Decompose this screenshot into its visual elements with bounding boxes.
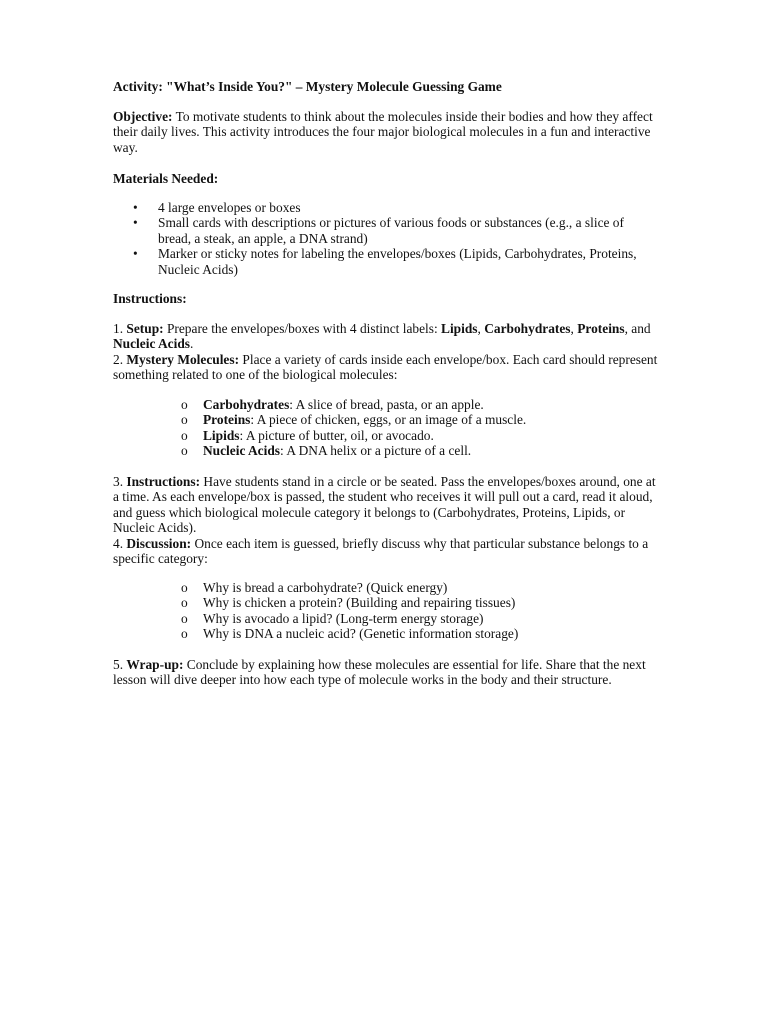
circle-bullet-icon: o: [181, 626, 188, 642]
list-item: [113, 595, 658, 610]
step-label: Wrap-up:: [126, 657, 184, 672]
step-label: Instructions:: [126, 474, 201, 489]
instructions-heading: Instructions:: [113, 291, 187, 306]
molecule-desc: : A slice of bread, pasta, or an apple.: [289, 397, 484, 412]
list-item: [113, 580, 658, 595]
list-item: [113, 443, 658, 458]
step-discussion: [113, 536, 658, 567]
steps-1-2: [113, 321, 658, 383]
circle-bullet-icon: o: [181, 397, 188, 412]
circle-bullet-icon: o: [181, 610, 188, 626]
molecule-name: Proteins: [203, 412, 251, 428]
step-number: 3.: [113, 474, 127, 489]
circle-bullet-icon: o: [181, 412, 188, 428]
molecule-name: Nucleic Acids: [203, 443, 280, 459]
list-item: [113, 246, 658, 277]
objective-paragraph: [113, 109, 658, 155]
molecule-desc: : A piece of chicken, eggs, or an image of a muscle.: [250, 412, 527, 428]
label-nucleic-acids: Nucleic Acids: [113, 336, 190, 352]
separator: .: [190, 336, 194, 352]
objective-label: Objective:: [113, 109, 173, 124]
molecule-name: Carbohydrates: [203, 397, 290, 412]
steps-3-4: [113, 474, 658, 566]
material-text: Small cards with descriptions or pictures of various foods or substances (e.g., a slice of bread, a steak, an apple, a DNA strand): [158, 215, 624, 246]
discussion-questions-list: [113, 580, 658, 642]
circle-bullet-icon: o: [181, 443, 188, 459]
step-label: Setup:: [126, 321, 164, 336]
step-number: 5.: [113, 657, 127, 672]
materials-list: [113, 200, 658, 277]
step-instructions: [113, 474, 658, 536]
list-item: [113, 428, 658, 443]
step-text: Have students stand in a circle or be seated. Pass the envelopes/boxes around, one at a time. As each envelope/box is passed, the student who receives it will pull out a card, read it aloud, and guess which biological molecule category it belongs to (Carbohydrates, Proteins, Lipids, or Nucleic Acids).: [113, 474, 656, 536]
bullet-icon: •: [133, 246, 138, 262]
step-label: Mystery Molecules:: [126, 351, 240, 367]
molecule-desc: : A DNA helix or a picture of a cell.: [280, 443, 472, 459]
list-item: [113, 412, 658, 427]
bullet-icon: •: [133, 215, 138, 231]
separator: ,: [570, 321, 578, 336]
question-text: Why is DNA a nucleic acid? (Genetic information storage): [203, 626, 519, 642]
label-carbohydrates: Carbohydrates: [484, 321, 571, 336]
materials-heading: Materials Needed:: [113, 171, 219, 186]
separator: , and: [624, 321, 651, 336]
step-label: Discussion:: [126, 535, 192, 551]
list-item: [113, 397, 658, 412]
circle-bullet-icon: o: [181, 595, 188, 611]
step-text: Prepare the envelopes/boxes with 4 distinct labels:: [163, 321, 442, 336]
step-number: 1.: [113, 321, 127, 336]
step-number: 2.: [113, 351, 127, 367]
molecule-desc: : A picture of butter, oil, or avocado.: [239, 427, 434, 443]
step-text: Place a variety of cards inside each envelope/box. Each card should represent something related to one of the biological molecules:: [113, 351, 658, 383]
question-text: Why is bread a carbohydrate? (Quick energy): [203, 580, 448, 595]
separator: ,: [477, 321, 485, 336]
step-setup: [113, 321, 658, 352]
material-text: 4 large envelopes or boxes: [158, 200, 301, 215]
label-proteins: Proteins: [577, 321, 625, 336]
activity-title: Activity: "What’s Inside You?" – Mystery Molecule Guessing Game: [113, 79, 502, 94]
molecule-examples-list: [113, 397, 658, 459]
list-item: [113, 215, 658, 246]
step-wrap-up: [113, 657, 658, 688]
step-number: 4.: [113, 535, 127, 551]
step-mystery-molecules: [113, 352, 658, 383]
circle-bullet-icon: o: [181, 427, 188, 443]
step-text: Conclude by explaining how these molecules are essential for life. Share that the next lesson will dive deeper into how each type of molecule works in the body and their structure.: [113, 657, 646, 688]
material-text: Marker or sticky notes for labeling the envelopes/boxes (Lipids, Carbohydrates, Proteins, Nucleic Acids): [158, 246, 637, 277]
objective-text: To motivate students to think about the molecules inside their bodies and how they affect their daily lives. This activity introduces the four major biological molecules in a fun and interactive way.: [113, 109, 653, 155]
list-item: [113, 626, 658, 641]
question-text: Why is chicken a protein? (Building and repairing tissues): [203, 595, 516, 611]
bullet-icon: •: [133, 200, 138, 215]
question-text: Why is avocado a lipid? (Long-term energy storage): [203, 610, 484, 626]
list-item: [113, 611, 658, 626]
list-item: [113, 200, 658, 215]
step-text: Once each item is guessed, briefly discuss why that particular substance belongs to a specific category:: [113, 535, 649, 567]
molecule-name: Lipids: [203, 427, 240, 443]
label-lipids: Lipids: [441, 321, 478, 336]
circle-bullet-icon: o: [181, 580, 188, 595]
